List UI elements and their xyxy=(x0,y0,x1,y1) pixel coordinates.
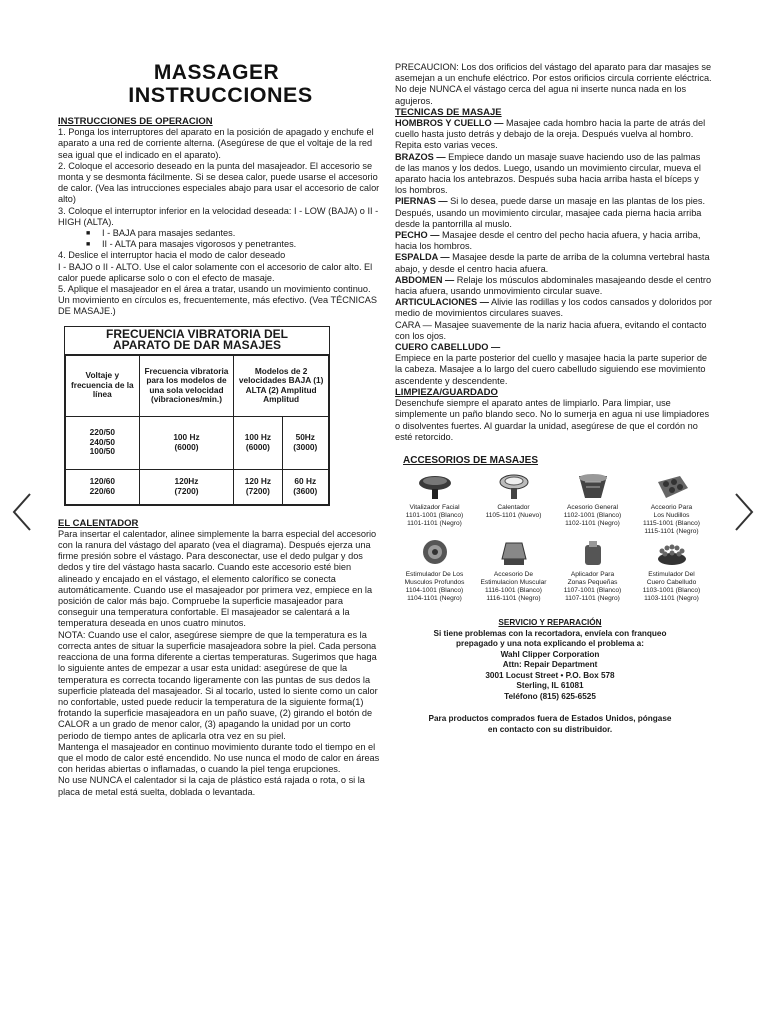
knuckle-accessory-icon xyxy=(650,472,694,502)
heater-paragraph: No use NUNCA el calentador si la caja de plástico está rajada o rota, o si la placa de metal está suelta, doblada o levantada. xyxy=(58,775,365,797)
accessory-codes: 1116-1001 (Blanco) 1116-1101 (Negro) xyxy=(485,586,542,602)
technique-item: PIERNAS — Si lo desea, puede darse un masaje en las plantas de los pies. Después, usando un movimiento circular, masajee cada pierna hacia arriba desde la pantorrilla al muslo. xyxy=(395,196,706,229)
accessories-heading: ACCESORIOS DE MASAJES xyxy=(403,454,539,466)
vibration-title-line: APARATO DE DAR MASAJES xyxy=(112,337,282,352)
cell-single: 120Hz (7200) xyxy=(139,469,234,504)
accessory-item xyxy=(476,539,551,602)
accessories-grid xyxy=(397,472,713,602)
heater-paragraph: Para insertar el calentador, alinee simplemente la barra especial del accesorio con la ranura del vástago del aparato (vea el diagrama). Después ejerza una firme presión sobre el vástago. Para desconectar, use el dedo pulgar y dos dedos y tire del vástago hasta sacarlo. Cuando este accesorio esté bien alineado y encajado en el vástago, el elemento calorífico se conecta automáticamente. Cuando use el masajeador por primera vez, empiece en la posición de calor más bajo. Compruebe la superficie masajeador para conseguir una temperatura confortable. El masajeador se calentará a la temperatura deseada en unos cuatro minutos. xyxy=(58,528,377,629)
col-header-two-speed: Modelos de 2 velocidades BAJA (1) ALTA (2) Amplitud Amplitud xyxy=(234,355,329,416)
accessory-item xyxy=(634,472,709,535)
accessory-item xyxy=(555,539,630,602)
accessory-name: Acceorio Para Los Nudillos xyxy=(650,504,693,519)
accessory-name: Accesorio De Estimulacion Muscular xyxy=(480,571,547,587)
service-heading: SERVICIO Y REPARACIÓN xyxy=(498,618,602,628)
service-street: 3001 Locust Street • P.O. Box 578 xyxy=(485,670,615,680)
left-column xyxy=(58,62,383,798)
service-company: Wahl Clipper Corporation xyxy=(500,649,600,659)
operation-step: 5. Aplique el masajeador en el área a tratar, usando un movimiento continuo. Un movimiento en círculos es, frecuentemente, más efectivo. (Vea TÉCNICAS DE MASAJE.) xyxy=(58,284,377,317)
accessory-codes: 1103-1001 (Blanco) 1103-1101 (Negro) xyxy=(642,586,701,602)
operation-step: 3. Coloque el interruptor inferior en la velocidad deseada: I - LOW (BAJA) o II - HIGH (ALTA). xyxy=(58,205,379,227)
scalp-accessory-icon xyxy=(650,539,694,569)
speed-item: ■ II - ALTA para masajes vigorosos y penetrantes. xyxy=(102,239,383,250)
accessory-codes: 1105-1101 (Nuevo) xyxy=(485,511,542,519)
accessory-name: Acesorio General xyxy=(567,504,618,512)
vibration-table-title xyxy=(65,327,329,355)
accessory-name: Estimulador Del Cuero Cabelludo xyxy=(646,571,697,587)
cell-single: 100 Hz (6000) xyxy=(139,416,234,469)
cell-voltage: 120/60 220/60 xyxy=(66,469,140,504)
accessory-item xyxy=(555,472,630,535)
accessory-item xyxy=(476,472,551,535)
right-column xyxy=(395,62,713,735)
accessory-name: Aplicador Para Zonas Pequeñas xyxy=(567,571,618,587)
precaution-text: PRECAUCION: Los dos orificios del vástago del aparato para dar masajes se asemejan a un enchufe eléctrico. Por estos orificios circula corriente eléctrica. No deje NUNCA el vástago cerca del agua ni inserte nunca nada en los agujeros. xyxy=(395,62,712,106)
accessory-item xyxy=(397,539,472,602)
chevron-right-icon[interactable] xyxy=(732,490,756,534)
table-row xyxy=(66,416,329,469)
techniques-list xyxy=(395,118,713,387)
operation-step: 4. Deslice el interruptor hacia el modo de calor deseado xyxy=(58,250,286,261)
service-phone: Teléfono (815) 625-6525 xyxy=(504,691,596,701)
technique-item: PECHO — Masajee desde el centro del pecho hacia afuera, y hacia arriba, hacia los hombros. xyxy=(395,230,701,252)
operation-step: 2. Coloque el accesorio deseado en la punta del masajeador. El accesorio se monta y se desmonta fácilmente. Si se desea calor, puede usarse el accesorio de calor. (Vea las intrucciones especiales abajo para usar el accesorio de calor alto) xyxy=(58,160,380,205)
heater-paragraph: Mantenga el masajeador en continuo movimiento durante todo el tiempo en el que el modo de calor esté encendido. No use nunca el modo de calor en áreas con heridas abiertas o inflamadas, o cuando la piel tenga erupciones. xyxy=(58,741,380,775)
speed-list xyxy=(58,228,383,250)
cell-high: 50Hz (3000) xyxy=(282,416,328,469)
vibration-title-line: FRECUENCIA VIBRATORIA DEL xyxy=(105,326,288,341)
accessory-codes: 1102-1001 (Blanco) 1102-1101 (Negro) xyxy=(563,511,622,527)
service-city: Sterling, IL 61081 xyxy=(516,681,584,691)
page-title xyxy=(58,62,383,106)
accessory-codes: 1115-1001 (Blanco) 1115-1101 (Negro) xyxy=(643,519,700,535)
facial-accessory-icon xyxy=(413,472,457,502)
technique-item: ABDOMEN — Relaje los músculos abdominales masajeando desde el centro hacia afuera, usando unmovimiento circular suave. xyxy=(395,274,712,297)
title-line-2: INSTRUCCIONES xyxy=(128,83,313,107)
operation-step: I - BAJO o II - ALTO. Use el calor solamente con el accesorio de calor alto. El calor puede aplicarse solo o con el efecto de masaje. xyxy=(58,261,373,283)
accessory-name: Vitalizador Facial xyxy=(409,504,460,512)
accessory-item xyxy=(397,472,472,535)
accessory-name: Estimulador De Los Musculos Profundos xyxy=(404,571,465,587)
accessory-item xyxy=(634,539,709,602)
techniques-heading: TECNICAS DE MASAJE xyxy=(395,106,502,118)
heater-heading: EL CALENTADOR xyxy=(58,517,139,529)
cleaning-heading: LIMPIEZA/GUARDADO xyxy=(395,386,498,398)
accessory-codes: 1104-1001 (Blanco) 1104-1101 (Negro) xyxy=(405,586,464,602)
technique-item: CARA — Masajee suavemente de la nariz hacia afuera, evitando el contacto con los ojos. xyxy=(395,319,707,341)
cell-voltage: 220/50 240/50 100/50 xyxy=(66,416,140,469)
title-line-1: MASSAGER xyxy=(153,61,280,84)
col-header-single: Frecuencia vibratoria para los modelos de una sola velocidad (vibraciones/min.) xyxy=(139,355,234,416)
operation-step: 1. Ponga los interruptores del aparato en la posición de apagado y enchufe el aparato a una red de corriente alterna. (Asegúrese de que el voltaje de la red sea igual que el indicado en el aparato). xyxy=(58,127,374,160)
heater-accessory-icon xyxy=(492,472,536,502)
service-section xyxy=(425,618,675,735)
technique-item: Empiece en la parte posterior del cuello y masajee hacia la parte superior de la cabeza. Masajee a lo largo del cuero cabelludo siguiendo ese movimiento ascendente y descendente. xyxy=(395,353,708,386)
muscle-stim-accessory-icon xyxy=(492,539,536,569)
technique-item: CUERO CABELLUDO — xyxy=(395,342,501,353)
operation-heading: INSTRUCCIONES DE OPERACION xyxy=(58,116,213,127)
technique-item: HOMBROS Y CUELLO — Masajee cada hombro hacia la parte de atrás del cuello hasta justo detrás y debajo de la oreja. Después vuelva al hombro. Repita esto varias veces. xyxy=(395,118,706,151)
accessory-codes: 1101-1001 (Blanco) 1101-1101 (Negro) xyxy=(405,511,464,527)
table-row xyxy=(66,469,329,504)
cell-low: 120 Hz (7200) xyxy=(234,469,282,504)
general-accessory-icon xyxy=(571,472,615,502)
technique-item: ESPALDA — Masajee desde la parte de arriba de la columna vertebral hasta abajo, y desde el centro hacia afuera. xyxy=(395,252,710,274)
technique-item: BRAZOS — Empiece dando un masaje suave haciendo uso de las palmas de las manos y los dedos. Luego, usando un movimiento circular, mueva el aparato hacia los antebrazos. Después suba hacia arriba hasta el bíceps y los hombros. xyxy=(395,151,701,196)
technique-item: ARTICULACIONES — Alivie las rodillas y los codos cansados y doloridos por medio de movimientos circulares suaves. xyxy=(395,297,713,319)
service-intro: Si tiene problemas con la recortadora, envíela con franqueo prepagado y una nota explicando el problema a: xyxy=(433,628,667,649)
vibration-table xyxy=(64,326,330,506)
cleaning-text: Desenchufe siempre el aparato antes de limpiarlo. Para limpiar, use simplemente un paño blando seco. No lo sumerja en agua ni use limpiadores o disolventes fuertes. Al guardar la unidad, asegúrese de que el cordón no esté retorcido. xyxy=(395,398,710,442)
speed-item: ■ I - BAJA para masajes sedantes. xyxy=(102,228,383,239)
accessory-name: Calentador xyxy=(497,504,530,512)
cell-low: 100 Hz (6000) xyxy=(234,416,282,469)
deep-muscle-accessory-icon xyxy=(413,539,457,569)
service-dept: Attn: Repair Department xyxy=(502,660,598,670)
heater-paragraph: NOTA: Cuando use el calor, asegúrese siempre de que la temperatura es la correcta antes de situar la superficie masajeadora sobre la piel. Cada persona reacciona de una forma diferente a ciertas temperaturas. Sugerimos que haga lo siguiente antes de empezar a usar esta unidad: asegúrese de que la temperatura es correcta tocando ligeramente con las puntas de sus dedos la superficie plateada del masajeador. Si al tocarlo, usted lo siente como un calor no confortable, usted puede reducir la temperatura de la siguiente forma(1) frotando la superficie masajeadora en un paño suave, (2) girando el botón de CALOR a un grado de menor calor, (3) apagando la unidad por un corto periodo de tiempo antes de aplicarla otra vez en su piel. xyxy=(58,629,378,741)
chevron-left-icon[interactable] xyxy=(10,490,34,534)
small-area-accessory-icon xyxy=(571,539,615,569)
col-header-voltage: Voltaje y frecuencia de la línea xyxy=(66,355,140,416)
service-outside: Para productos comprados fuera de Estados Unidos, póngase en contacto con su distribuidor. xyxy=(428,714,672,734)
cell-high: 60 Hz (3600) xyxy=(282,469,328,504)
accessory-codes: 1107-1001 (Blanco) 1107-1101 (Negro) xyxy=(563,586,622,602)
